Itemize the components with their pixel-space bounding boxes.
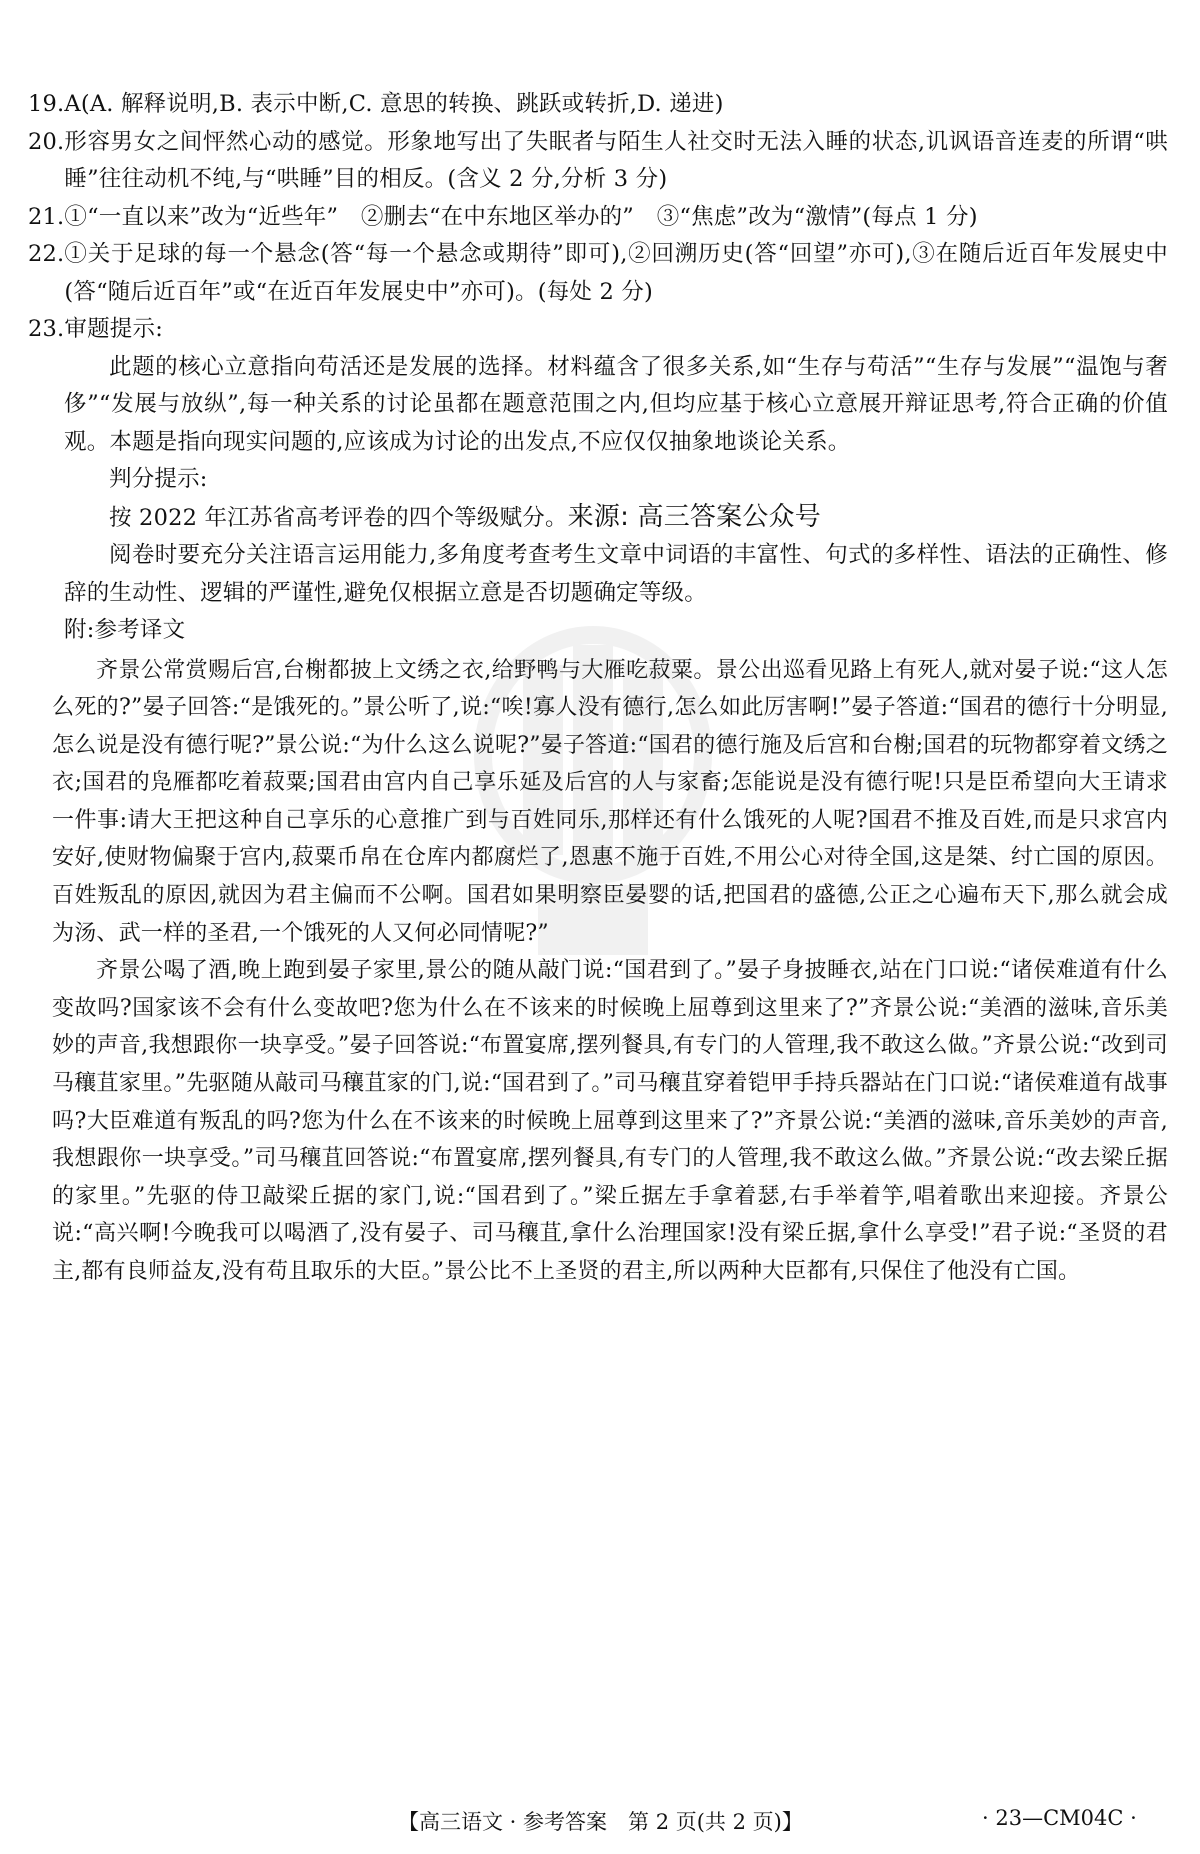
answer-item-19	[28, 86, 1168, 124]
page-footer	[0, 1806, 1200, 1836]
answer-item-23	[28, 311, 1168, 349]
answer-text: ①“一直以来”改为“近些年” ②删去“在中东地区举办的” ③“焦虑”改为“激情”(每点 1 分)	[64, 203, 978, 230]
grading-line	[28, 499, 1168, 538]
footer-page-info: 【高三语文 · 参考答案 第 2 页(共 2 页)】	[398, 1810, 803, 1834]
answer-number: 19.	[28, 91, 65, 117]
translation-paragraph: 齐景公常赏赐后宫,台榭都披上文绣之衣,给野鸭与大雁吃菽粟。景公出巡看见路上有死人,就对晏子说:“这人怎么死的?”晏子回答:“是饿死的。”景公听了,说:“唉!寡人没有德行,怎么如此厉害啊!”晏子答道:“国君的德行十分明显,怎么说是没有德行呢?”景公说:“为什么这么说呢?”晏子答道:“国君的德行施及后宫和台榭;国君的玩物都穿着文绣之衣;国君的凫雁都吃着菽粟;国君由宫内自己享乐延及后宫的人与家畜;怎能说是没有德行呢!只是臣希望向大王请求一件事:请大王把这种自己享乐的心意推广到与百姓同乐,那样还有什么饿死的人呢?国君不推及百姓,而是只求宫内安好,使财物偏聚于宫内,菽粟币帛在仓库内都腐烂了,恩惠不施于百姓,不用公心对待全国,这是桀、纣亡国的原因。百姓叛乱的原因,就因为君主偏而不公啊。国君如果明察臣晏婴的话,把国君的盛德,公正之心遍布天下,那么就会成为汤、武一样的圣君,一个饿死的人又何必同情呢?”	[52, 657, 1168, 946]
translation-paragraph: 齐景公喝了酒,晚上跑到晏子家里,景公的随从敲门说:“国君到了。”晏子身披睡衣,站在门口说:“诸侯难道有什么变故吗?国家该不会有什么变故吧?您为什么在不该来的时候晚上屈尊到这里来了?”齐景公说:“美酒的滋味,音乐美妙的声音,我想跟你一块享受。”晏子回答说:“布置宴席,摆列餐具,有专门的人管理,我不敢这么做。”齐景公说:“改到司马穰苴家里。”先驱随从敲司马穰苴家的门,说:“国君到了。”司马穰苴穿着铠甲手持兵器站在门口说:“诸侯难道有战事吗?大臣难道有叛乱的吗?您为什么在不该来的时候晚上屈尊到这里来了?”齐景公说:“美酒的滋味,音乐美妙的声音,我想跟你一块享受。”司马穰苴回答说:“布置宴席,摆列餐具,有专门的人管理,我不敢这么做。”齐景公说:“改去梁丘据的家里。”先驱的侍卫敲梁丘据的家门,说:“国君到了。”梁丘据左手拿着瑟,右手举着竽,唱着歌出来迎接。齐景公说:“高兴啊!今晚我可以喝酒了,没有晏子、司马穰苴,拿什么治理国家!没有梁丘据,拿什么享受!”君子说:“圣贤的君主,都有良师益友,没有苟且取乐的大臣。”景公比不上圣贤的君主,所以两种大臣都有,只保住了他没有亡国。	[52, 958, 1168, 1284]
answer-text: A(A. 解释说明,B. 表示中断,C. 意思的转换、跳跃或转折,D. 递进)	[64, 91, 724, 117]
grading-line-text: 按 2022 年江苏省高考评卷的四个等级赋分。	[109, 504, 568, 531]
translation-block	[52, 652, 1168, 1291]
footer-code: · 23—CM04C ·	[982, 1806, 1137, 1830]
grading-hint-paragraph: 阅卷时要充分关注语言运用能力,多角度考查考生文章中词语的丰富性、句式的多样性、语法的正确性、修辞的生动性、逻辑的严谨性,避免仅根据立意是否切题确定等级。	[64, 542, 1168, 606]
source-label: 来源: 高三答案公众号	[567, 501, 821, 532]
appendix-title: 附:参考译文	[64, 617, 186, 643]
answer-item-21	[28, 199, 1168, 237]
answer-number: 21.	[28, 203, 65, 230]
answer-text: 形容男女之间怦然心动的感觉。形象地写出了失眠者与陌生人社交时无法入睡的状态,讥讽语音连麦的所谓“哄睡”往往动机不纯,与“哄睡”目的相反。(含义 2 分,分析 3 分)	[64, 128, 1168, 192]
answer-content	[28, 86, 1168, 1291]
answer-number: 22.	[28, 241, 65, 267]
answer-text: 审题提示:	[64, 316, 163, 342]
answer-text: ①关于足球的每一个悬念(答“每一个悬念或期待”即可),②回溯历史(答“回望”亦可),③在随后近百年发展史中(答“随后近百年”或“在近百年发展史中”亦可)。(每处 2 分)	[64, 241, 1168, 305]
answer-number: 23.	[28, 316, 65, 342]
review-hint-paragraph: 此题的核心立意指向苟活还是发展的选择。材料蕴含了很多关系,如“生存与苟活”“生存与发展”“温饱与奢侈”“发展与放纵”,每一种关系的讨论虽都在题意范围之内,但均应基于核心立意展开辩证思考,符合正确的价值观。本题是指向现实问题的,应该成为讨论的出发点,不应仅仅抽象地谈论关系。	[64, 353, 1168, 455]
answer-item-20	[28, 124, 1168, 199]
answer-number: 20.	[28, 128, 65, 155]
answer-item-22	[28, 236, 1168, 311]
grading-hint-title: 判分提示:	[109, 466, 208, 492]
